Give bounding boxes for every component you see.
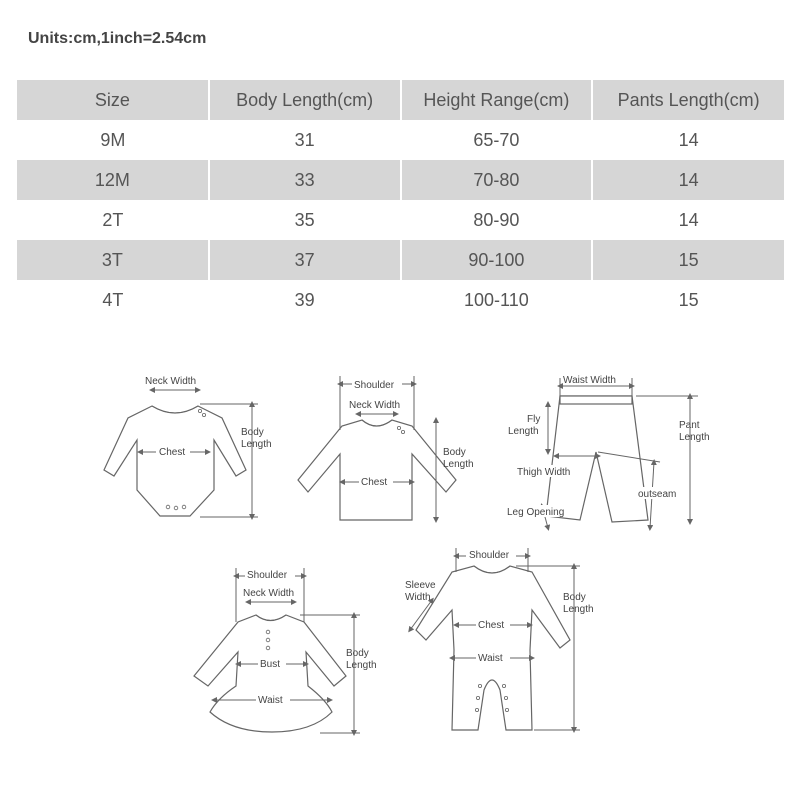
- button-icon: [401, 430, 404, 433]
- cell-body-length: 33: [209, 160, 401, 200]
- label-body-length: Body: [346, 648, 369, 659]
- table-header-row: [17, 80, 784, 120]
- label-chest: Chest: [361, 477, 388, 488]
- cell-size: 12M: [17, 160, 209, 200]
- cell-pants-length: 15: [592, 280, 784, 320]
- label-fly-length: Length: [508, 426, 539, 437]
- cell-body-length: 31: [209, 120, 401, 160]
- label-body-length: Length: [346, 660, 377, 671]
- header-height-range: Height Range(cm): [401, 80, 593, 120]
- romper-diagram: [405, 548, 594, 730]
- romper-outline: [416, 566, 570, 730]
- pants-diagram: [506, 374, 710, 528]
- units-note: Units:cm,1inch=2.54cm: [28, 30, 207, 47]
- pants-outline: [546, 396, 648, 522]
- cell-body-length: 35: [209, 200, 401, 240]
- label-waist: Waist: [258, 695, 283, 706]
- label-shoulder: Shoulder: [354, 380, 395, 391]
- label-body-length: Length: [563, 604, 594, 615]
- pants-waistband: [560, 396, 632, 404]
- table-row: [17, 280, 784, 320]
- label-bust: Bust: [260, 659, 281, 670]
- header-body-length: Body Length(cm): [209, 80, 401, 120]
- label-sleeve-width: Sleeve: [405, 580, 436, 591]
- label-chest: Chest: [159, 447, 186, 458]
- button-icon: [166, 505, 170, 509]
- cell-height-range: 70-80: [401, 160, 593, 200]
- cell-height-range: 90-100: [401, 240, 593, 280]
- top-diagram: [298, 376, 474, 520]
- cell-size: 9M: [17, 120, 209, 160]
- header-size: Size: [17, 80, 209, 120]
- cell-size: 3T: [17, 240, 209, 280]
- table-row: [17, 120, 784, 160]
- cell-body-length: 37: [209, 240, 401, 280]
- cell-pants-length: 15: [592, 240, 784, 280]
- button-icon: [266, 646, 270, 650]
- button-icon: [502, 684, 505, 687]
- label-chest: Chest: [478, 620, 505, 631]
- button-icon: [478, 684, 481, 687]
- label-pant-length: Pant: [679, 420, 700, 431]
- label-neck-width: Neck Width: [243, 588, 295, 599]
- button-icon: [202, 413, 205, 416]
- label-neck-width: Neck Width: [145, 376, 197, 387]
- label-body-length: Length: [241, 439, 272, 450]
- button-icon: [266, 638, 270, 642]
- button-icon: [505, 708, 508, 711]
- label-shoulder: Shoulder: [247, 570, 288, 581]
- label-outseam: outseam: [638, 489, 677, 500]
- cell-size: 4T: [17, 280, 209, 320]
- table-row: [17, 240, 784, 280]
- dress-diagram: [194, 568, 377, 733]
- cell-height-range: 65-70: [401, 120, 593, 160]
- label-waist: Waist: [478, 653, 503, 664]
- cell-pants-length: 14: [592, 160, 784, 200]
- button-icon: [475, 708, 478, 711]
- measurement-diagrams: [0, 340, 800, 780]
- label-body-length: Length: [443, 459, 474, 470]
- size-chart-table: [16, 80, 784, 320]
- label-leg-opening: Leg Opening: [507, 507, 565, 518]
- label-shoulder: Shoulder: [469, 550, 510, 561]
- label-body-length: Body: [443, 447, 466, 458]
- button-icon: [397, 426, 400, 429]
- button-icon: [266, 630, 270, 634]
- bodysuit-diagram: [104, 376, 272, 517]
- button-icon: [182, 505, 186, 509]
- cell-height-range: 80-90: [401, 200, 593, 240]
- button-icon: [174, 506, 178, 510]
- label-pant-length: Length: [679, 432, 710, 443]
- cell-pants-length: 14: [592, 200, 784, 240]
- table-row: [17, 160, 784, 200]
- label-body-length: Body: [563, 592, 586, 603]
- label-body-length: Body: [241, 427, 264, 438]
- button-icon: [476, 696, 479, 699]
- button-icon: [198, 409, 201, 412]
- cell-height-range: 100-110: [401, 280, 593, 320]
- top-outline: [298, 420, 456, 520]
- cell-body-length: 39: [209, 280, 401, 320]
- table-row: [17, 200, 784, 240]
- button-icon: [504, 696, 507, 699]
- cell-size: 2T: [17, 200, 209, 240]
- cell-pants-length: 14: [592, 120, 784, 160]
- label-thigh-width: Thigh Width: [517, 467, 571, 478]
- header-pants-length: Pants Length(cm): [592, 80, 784, 120]
- label-fly-length: Fly: [527, 414, 541, 425]
- label-sleeve-width: Width: [405, 592, 431, 603]
- bodysuit-outline: [104, 406, 246, 516]
- label-waist-width: Waist Width: [563, 375, 616, 386]
- label-neck-width: Neck Width: [349, 400, 401, 411]
